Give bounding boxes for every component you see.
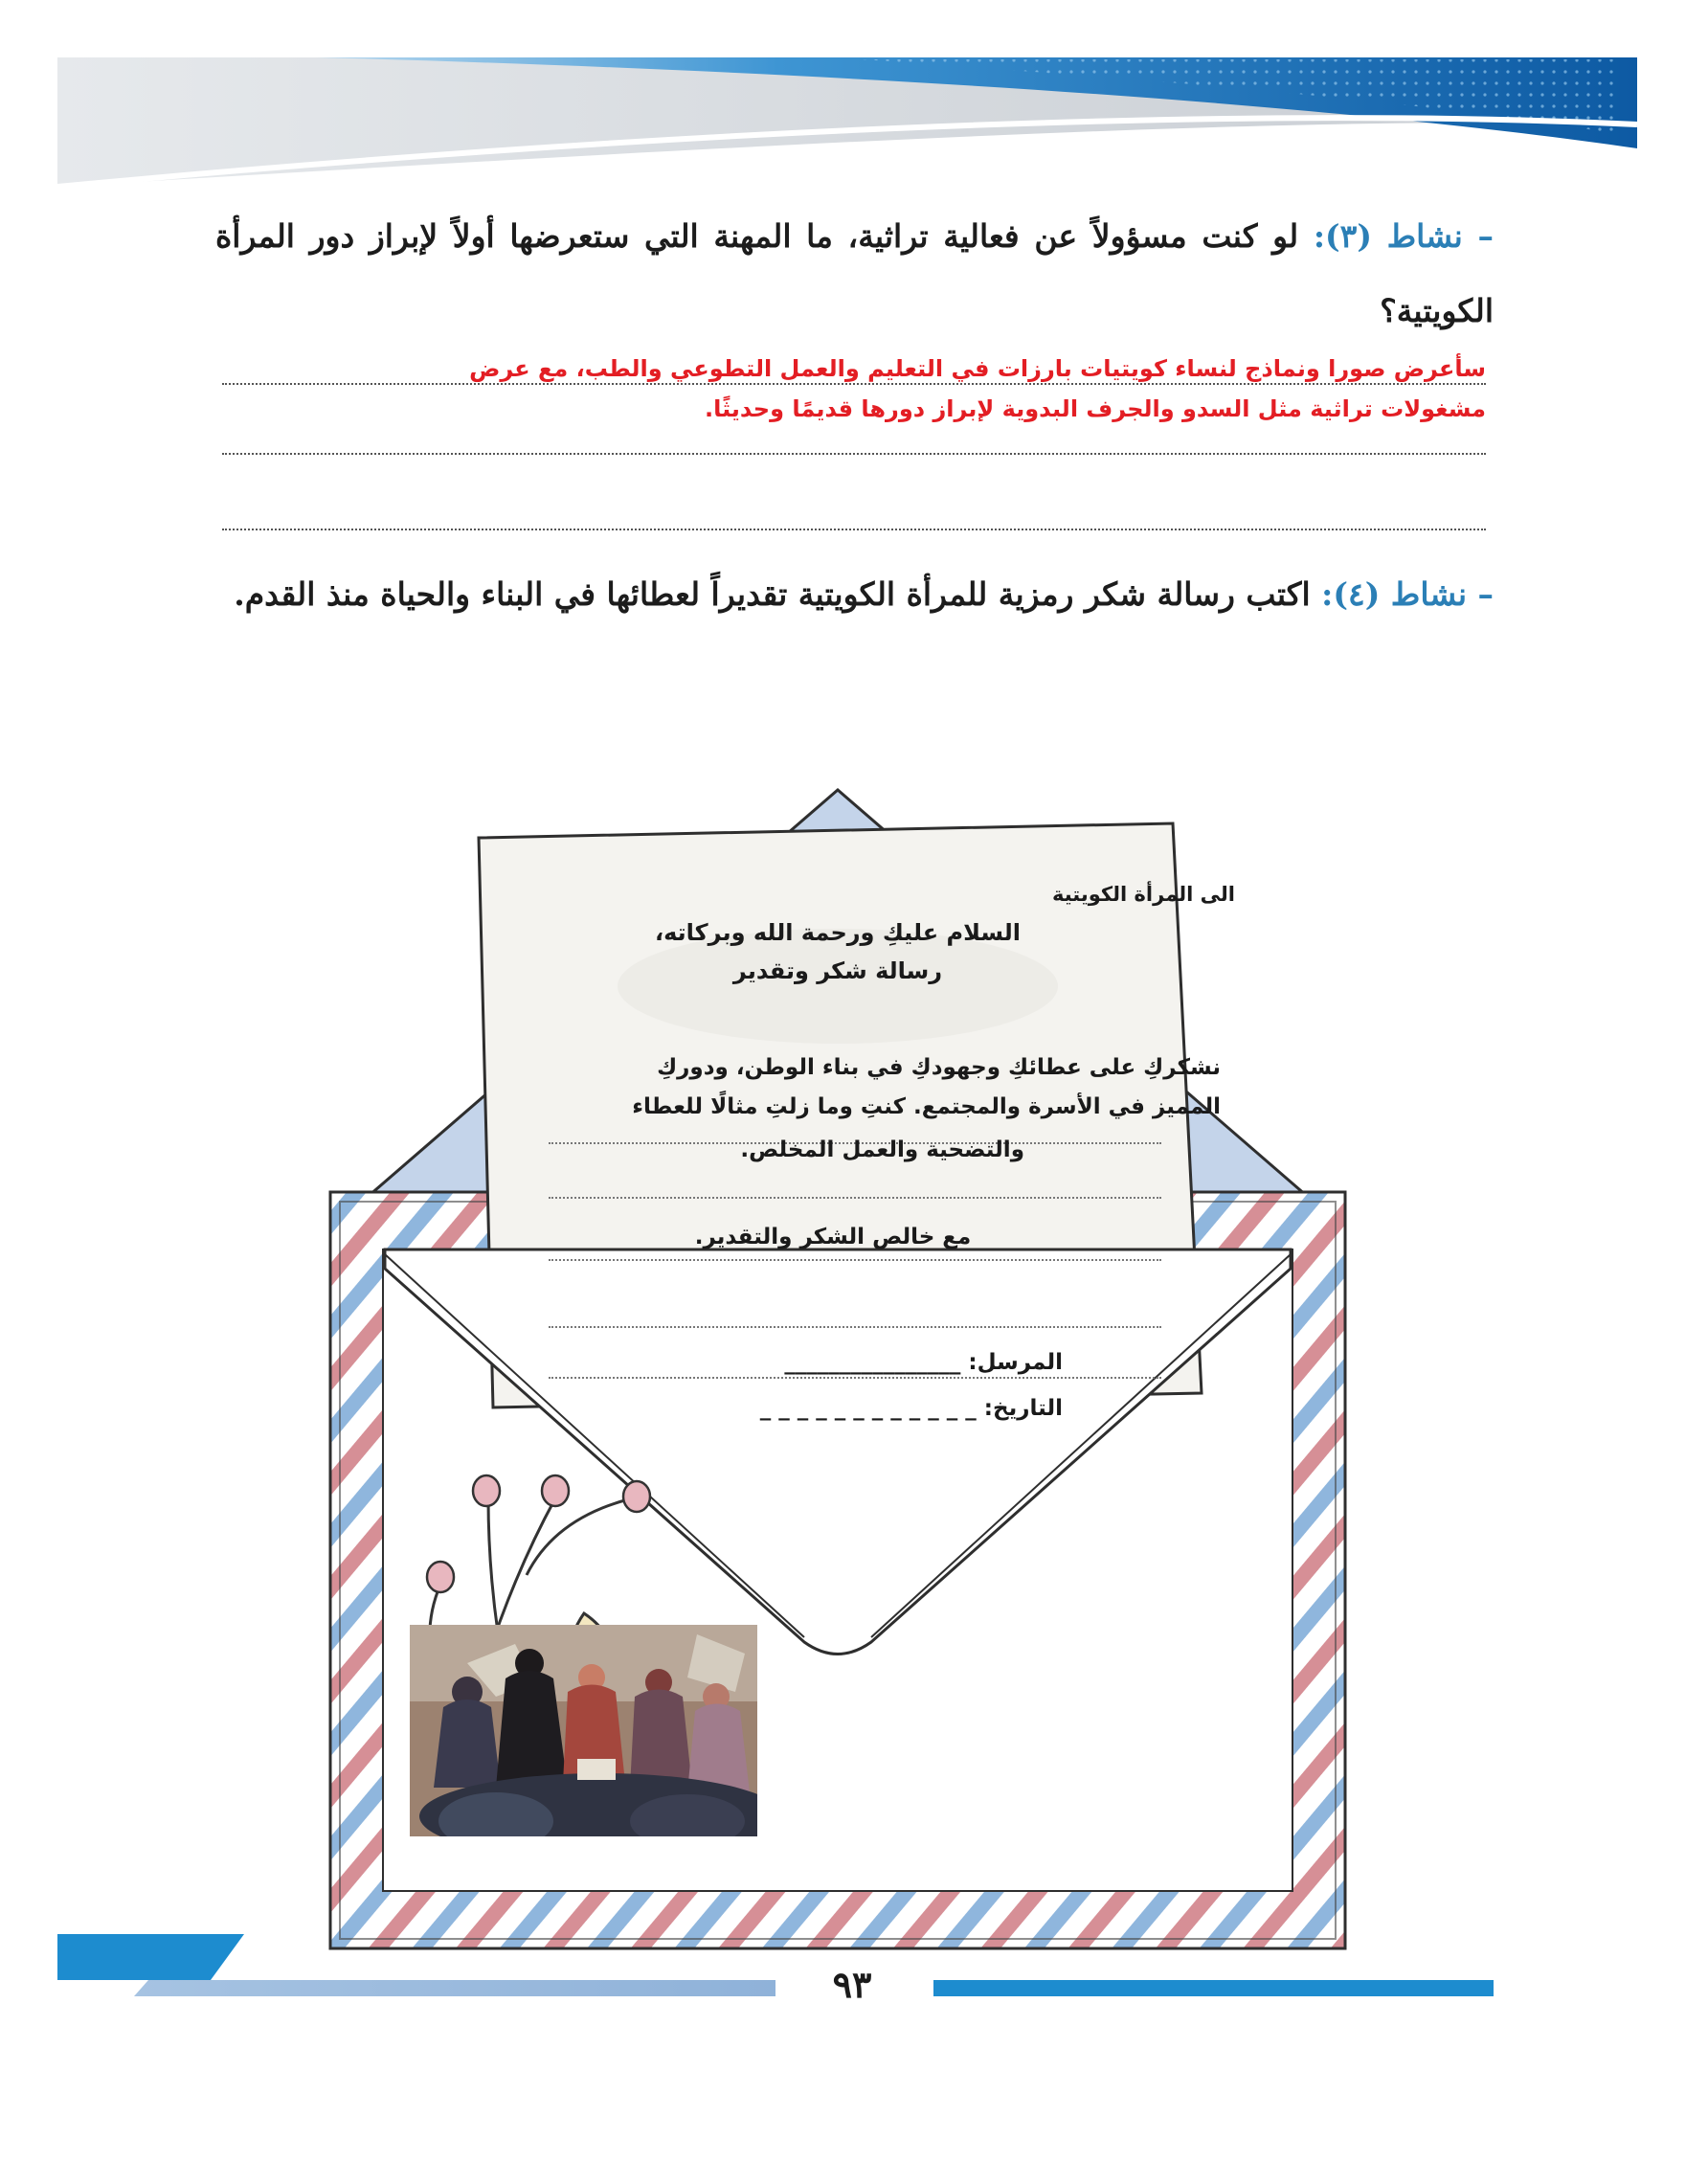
answer-dotted-line-3 <box>222 529 1486 530</box>
letter-body-line-2: المميز في الأسرة والمجتمع. كنتِ وما زلتِ مثالًا للعطاء <box>632 1094 1221 1119</box>
letter-sender-row <box>613 1350 1063 1375</box>
activity-4-label: – نشاط (٤): <box>1321 575 1494 613</box>
answer-line-1: سأعرض صورا ونماذج لنساء كويتيات بارزات في التعليم والعمل التطوعي والطب، مع عرض <box>469 355 1486 382</box>
date-label: التاريخ: <box>983 1396 1063 1421</box>
letter-dotted-line-2 <box>549 1197 1161 1199</box>
activity-3-answer <box>222 349 1486 429</box>
activity-3-text: لو كنت مسؤولاً عن فعالية تراثية، ما المهنة التي ستعرضها أولاً لإبراز دور المرأة الكويتية؟ <box>215 217 1494 329</box>
header-wave-banner <box>0 0 1708 191</box>
letter-dotted-line-3 <box>549 1259 1161 1261</box>
date-blank: _ _ _ _ _ _ _ _ _ _ _ _ <box>759 1396 977 1421</box>
letter-body-line-1: نشكركِ على عطائكِ وجهودكِ في بناء الوطن، ودوركِ <box>657 1055 1221 1080</box>
letter-dotted-line-5 <box>549 1377 1161 1379</box>
sender-blank: ________________ <box>784 1350 961 1375</box>
answer-line-2: مشغولات تراثية مثل السدو والجرف البدوية لإبراز دورها قديمًا وحديثًا. <box>704 395 1486 422</box>
activity-3-label: – نشاط (٣): <box>1313 217 1494 255</box>
sender-label: المرسل: <box>968 1350 1063 1375</box>
letter-greeting: السلام عليكِ ورحمة الله وبركاته، <box>654 919 1021 946</box>
letter-closing: مع خالص الشكر والتقدير. <box>694 1225 972 1249</box>
kuwaiti-women-gathering-photo <box>410 1625 757 1836</box>
letter-dotted-line-4 <box>549 1326 1161 1328</box>
letter-subject: رسالة شكر وتقدير <box>732 957 943 984</box>
letter-date-row <box>613 1396 1063 1421</box>
answer-dotted-line-2 <box>222 453 1486 455</box>
activity-3-question <box>215 199 1494 349</box>
activity-4-text: اكتب رسالة شكر رمزية للمرأة الكويتية تقديراً لعطائها في البناء والحياة منذ القدم. <box>234 575 1311 613</box>
letter-recipient: الى المرأة الكويتية <box>1052 883 1235 906</box>
page-number: ٩٣ <box>832 1963 872 2006</box>
letter-body-line-3: والتضحية والعمل المخلص. <box>740 1137 1024 1162</box>
activity-4-question <box>215 557 1494 632</box>
